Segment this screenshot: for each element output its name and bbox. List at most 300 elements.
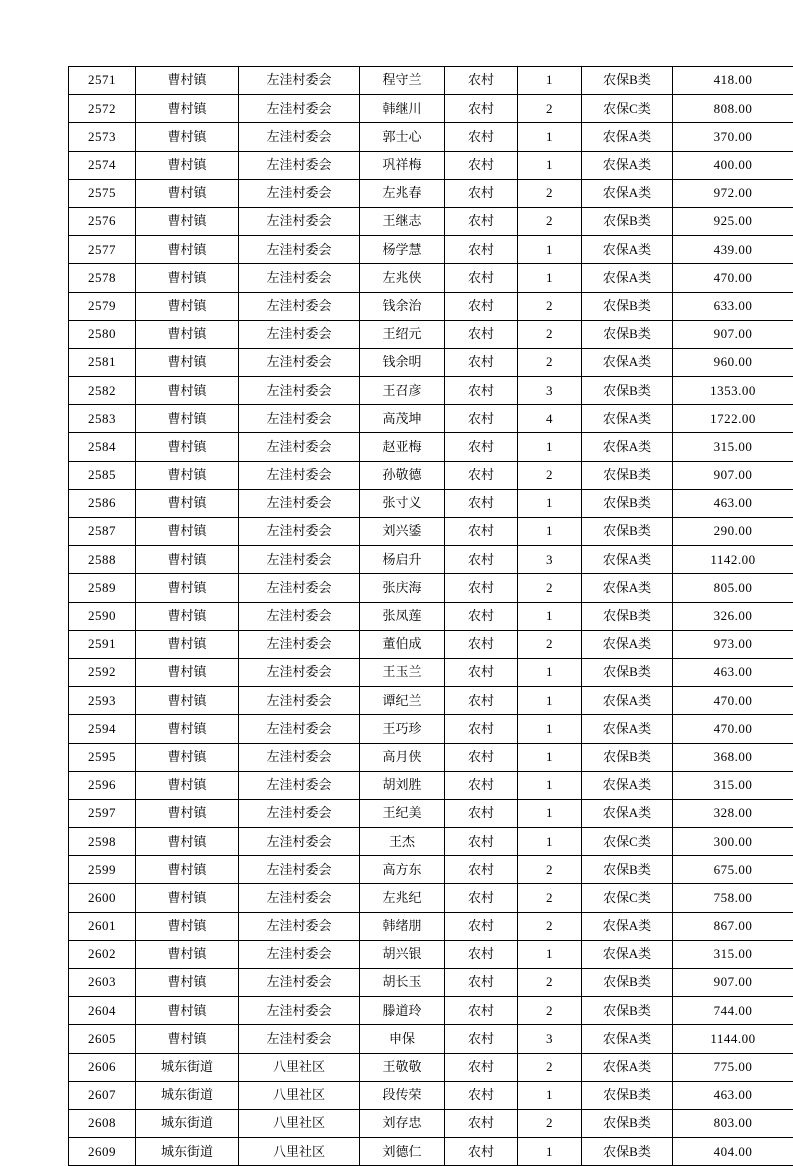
cell-village: 左洼村委会 <box>239 658 360 686</box>
cell-township: 曹村镇 <box>136 320 239 348</box>
cell-type: 农村 <box>445 1109 518 1137</box>
cell-township: 曹村镇 <box>136 151 239 179</box>
cell-category: 农保B类 <box>582 1138 673 1166</box>
cell-amount: 775.00 <box>673 1053 793 1081</box>
cell-village: 八里社区 <box>239 1109 360 1137</box>
cell-category: 农保A类 <box>582 574 673 602</box>
table-row <box>69 1081 793 1109</box>
cell-amount: 315.00 <box>673 433 793 461</box>
cell-index: 2609 <box>69 1138 136 1166</box>
cell-village: 左洼村委会 <box>239 771 360 799</box>
table-row <box>69 630 793 658</box>
cell-category: 农保A类 <box>582 405 673 433</box>
cell-village: 左洼村委会 <box>239 123 360 151</box>
cell-name: 钱余治 <box>360 292 445 320</box>
cell-category: 农保A类 <box>582 348 673 376</box>
cell-township: 曹村镇 <box>136 687 239 715</box>
cell-category: 农保B类 <box>582 207 673 235</box>
table-row <box>69 828 793 856</box>
cell-type: 农村 <box>445 1025 518 1053</box>
cell-count: 2 <box>518 630 582 658</box>
cell-township: 曹村镇 <box>136 884 239 912</box>
cell-name: 韩继川 <box>360 95 445 123</box>
cell-township: 曹村镇 <box>136 997 239 1025</box>
cell-type: 农村 <box>445 67 518 95</box>
cell-township: 曹村镇 <box>136 743 239 771</box>
cell-village: 八里社区 <box>239 1081 360 1109</box>
cell-name: 韩绪朋 <box>360 912 445 940</box>
cell-township: 曹村镇 <box>136 405 239 433</box>
cell-amount: 805.00 <box>673 574 793 602</box>
cell-village: 左洼村委会 <box>239 743 360 771</box>
cell-category: 农保A类 <box>582 630 673 658</box>
cell-category: 农保A类 <box>582 123 673 151</box>
cell-name: 王继志 <box>360 207 445 235</box>
cell-village: 左洼村委会 <box>239 151 360 179</box>
cell-name: 杨学慧 <box>360 236 445 264</box>
cell-name: 左兆纪 <box>360 884 445 912</box>
cell-name: 王巧珍 <box>360 715 445 743</box>
cell-village: 八里社区 <box>239 1053 360 1081</box>
table-row <box>69 856 793 884</box>
cell-count: 2 <box>518 997 582 1025</box>
cell-type: 农村 <box>445 771 518 799</box>
cell-type: 农村 <box>445 856 518 884</box>
cell-type: 农村 <box>445 518 518 546</box>
cell-category: 农保A类 <box>582 1053 673 1081</box>
cell-amount: 326.00 <box>673 602 793 630</box>
cell-name: 张寸义 <box>360 489 445 517</box>
cell-index: 2592 <box>69 658 136 686</box>
cell-index: 2598 <box>69 828 136 856</box>
cell-village: 左洼村委会 <box>239 828 360 856</box>
cell-village: 左洼村委会 <box>239 546 360 574</box>
cell-count: 2 <box>518 292 582 320</box>
cell-type: 农村 <box>445 179 518 207</box>
cell-category: 农保B类 <box>582 856 673 884</box>
cell-category: 农保B类 <box>582 292 673 320</box>
cell-type: 农村 <box>445 123 518 151</box>
cell-count: 1 <box>518 940 582 968</box>
cell-type: 农村 <box>445 320 518 348</box>
table-row <box>69 1138 793 1166</box>
cell-type: 农村 <box>445 715 518 743</box>
table-row <box>69 123 793 151</box>
cell-amount: 404.00 <box>673 1138 793 1166</box>
cell-name: 巩祥梅 <box>360 151 445 179</box>
cell-township: 曹村镇 <box>136 292 239 320</box>
cell-amount: 470.00 <box>673 264 793 292</box>
cell-village: 左洼村委会 <box>239 320 360 348</box>
cell-category: 农保B类 <box>582 461 673 489</box>
cell-township: 曹村镇 <box>136 489 239 517</box>
cell-count: 1 <box>518 828 582 856</box>
cell-index: 2575 <box>69 179 136 207</box>
cell-village: 左洼村委会 <box>239 377 360 405</box>
cell-count: 2 <box>518 1053 582 1081</box>
cell-amount: 315.00 <box>673 771 793 799</box>
cell-index: 2589 <box>69 574 136 602</box>
cell-township: 曹村镇 <box>136 95 239 123</box>
cell-type: 农村 <box>445 969 518 997</box>
cell-index: 2581 <box>69 348 136 376</box>
cell-type: 农村 <box>445 997 518 1025</box>
cell-index: 2571 <box>69 67 136 95</box>
cell-index: 2597 <box>69 799 136 827</box>
cell-amount: 463.00 <box>673 1081 793 1109</box>
cell-amount: 400.00 <box>673 151 793 179</box>
cell-index: 2600 <box>69 884 136 912</box>
cell-township: 曹村镇 <box>136 179 239 207</box>
cell-type: 农村 <box>445 489 518 517</box>
cell-name: 孙敬德 <box>360 461 445 489</box>
cell-type: 农村 <box>445 546 518 574</box>
cell-township: 曹村镇 <box>136 602 239 630</box>
cell-township: 曹村镇 <box>136 546 239 574</box>
cell-amount: 370.00 <box>673 123 793 151</box>
cell-name: 董伯成 <box>360 630 445 658</box>
cell-amount: 328.00 <box>673 799 793 827</box>
cell-name: 胡兴银 <box>360 940 445 968</box>
cell-township: 曹村镇 <box>136 264 239 292</box>
cell-name: 王绍元 <box>360 320 445 348</box>
cell-amount: 470.00 <box>673 715 793 743</box>
cell-count: 1 <box>518 743 582 771</box>
cell-township: 城东街道 <box>136 1138 239 1166</box>
cell-type: 农村 <box>445 1053 518 1081</box>
cell-village: 左洼村委会 <box>239 207 360 235</box>
cell-name: 郭士心 <box>360 123 445 151</box>
cell-index: 2595 <box>69 743 136 771</box>
table-row <box>69 489 793 517</box>
cell-type: 农村 <box>445 461 518 489</box>
table-row <box>69 743 793 771</box>
table-row <box>69 799 793 827</box>
cell-count: 1 <box>518 1138 582 1166</box>
cell-index: 2599 <box>69 856 136 884</box>
table-row <box>69 518 793 546</box>
cell-count: 1 <box>518 771 582 799</box>
cell-index: 2584 <box>69 433 136 461</box>
cell-index: 2590 <box>69 602 136 630</box>
cell-township: 曹村镇 <box>136 67 239 95</box>
cell-village: 左洼村委会 <box>239 574 360 602</box>
cell-township: 曹村镇 <box>136 348 239 376</box>
cell-index: 2585 <box>69 461 136 489</box>
cell-index: 2587 <box>69 518 136 546</box>
cell-category: 农保B类 <box>582 1109 673 1137</box>
cell-count: 1 <box>518 489 582 517</box>
cell-type: 农村 <box>445 799 518 827</box>
cell-township: 曹村镇 <box>136 799 239 827</box>
cell-village: 左洼村委会 <box>239 461 360 489</box>
cell-index: 2578 <box>69 264 136 292</box>
cell-name: 高方东 <box>360 856 445 884</box>
cell-index: 2583 <box>69 405 136 433</box>
cell-count: 4 <box>518 405 582 433</box>
cell-amount: 315.00 <box>673 940 793 968</box>
cell-amount: 439.00 <box>673 236 793 264</box>
cell-township: 曹村镇 <box>136 377 239 405</box>
cell-count: 2 <box>518 95 582 123</box>
cell-township: 曹村镇 <box>136 969 239 997</box>
cell-township: 曹村镇 <box>136 715 239 743</box>
cell-village: 左洼村委会 <box>239 997 360 1025</box>
cell-type: 农村 <box>445 207 518 235</box>
cell-category: 农保C类 <box>582 884 673 912</box>
cell-count: 2 <box>518 179 582 207</box>
cell-type: 农村 <box>445 743 518 771</box>
cell-index: 2607 <box>69 1081 136 1109</box>
cell-count: 1 <box>518 264 582 292</box>
cell-name: 左兆春 <box>360 179 445 207</box>
cell-village: 左洼村委会 <box>239 95 360 123</box>
cell-name: 王敬敬 <box>360 1053 445 1081</box>
cell-name: 张庆海 <box>360 574 445 602</box>
cell-amount: 960.00 <box>673 348 793 376</box>
table-row <box>69 433 793 461</box>
cell-category: 农保B类 <box>582 602 673 630</box>
table-row <box>69 95 793 123</box>
subsidy-table <box>68 66 793 1166</box>
table-row <box>69 997 793 1025</box>
table-row <box>69 574 793 602</box>
cell-category: 农保B类 <box>582 489 673 517</box>
cell-index: 2577 <box>69 236 136 264</box>
cell-count: 2 <box>518 1109 582 1137</box>
cell-village: 左洼村委会 <box>239 264 360 292</box>
cell-name: 申保 <box>360 1025 445 1053</box>
cell-category: 农保C类 <box>582 95 673 123</box>
cell-category: 农保A类 <box>582 771 673 799</box>
cell-category: 农保B类 <box>582 743 673 771</box>
cell-township: 曹村镇 <box>136 574 239 602</box>
cell-village: 左洼村委会 <box>239 405 360 433</box>
cell-name: 刘德仁 <box>360 1138 445 1166</box>
cell-amount: 744.00 <box>673 997 793 1025</box>
cell-name: 高月侠 <box>360 743 445 771</box>
table-row <box>69 884 793 912</box>
cell-name: 高茂坤 <box>360 405 445 433</box>
cell-count: 1 <box>518 67 582 95</box>
cell-count: 2 <box>518 969 582 997</box>
cell-amount: 808.00 <box>673 95 793 123</box>
cell-type: 农村 <box>445 602 518 630</box>
cell-count: 2 <box>518 912 582 940</box>
cell-name: 王纪美 <box>360 799 445 827</box>
cell-count: 1 <box>518 687 582 715</box>
table-row <box>69 715 793 743</box>
cell-index: 2586 <box>69 489 136 517</box>
cell-name: 谭纪兰 <box>360 687 445 715</box>
cell-type: 农村 <box>445 95 518 123</box>
cell-index: 2601 <box>69 912 136 940</box>
table-row <box>69 151 793 179</box>
cell-village: 左洼村委会 <box>239 602 360 630</box>
cell-village: 左洼村委会 <box>239 969 360 997</box>
cell-type: 农村 <box>445 405 518 433</box>
cell-count: 3 <box>518 546 582 574</box>
cell-category: 农保B类 <box>582 969 673 997</box>
cell-index: 2608 <box>69 1109 136 1137</box>
cell-village: 左洼村委会 <box>239 1025 360 1053</box>
cell-index: 2576 <box>69 207 136 235</box>
cell-amount: 470.00 <box>673 687 793 715</box>
cell-index: 2580 <box>69 320 136 348</box>
cell-amount: 925.00 <box>673 207 793 235</box>
cell-name: 刘存忠 <box>360 1109 445 1137</box>
cell-index: 2594 <box>69 715 136 743</box>
cell-count: 2 <box>518 348 582 376</box>
cell-township: 曹村镇 <box>136 1025 239 1053</box>
cell-count: 1 <box>518 602 582 630</box>
table-row <box>69 1053 793 1081</box>
cell-count: 1 <box>518 123 582 151</box>
cell-index: 2572 <box>69 95 136 123</box>
cell-name: 段传荣 <box>360 1081 445 1109</box>
cell-village: 左洼村委会 <box>239 292 360 320</box>
cell-township: 城东街道 <box>136 1081 239 1109</box>
cell-category: 农保A类 <box>582 687 673 715</box>
cell-category: 农保C类 <box>582 828 673 856</box>
cell-amount: 1142.00 <box>673 546 793 574</box>
cell-name: 滕道玲 <box>360 997 445 1025</box>
cell-category: 农保A类 <box>582 940 673 968</box>
cell-village: 左洼村委会 <box>239 715 360 743</box>
cell-township: 曹村镇 <box>136 771 239 799</box>
cell-category: 农保B类 <box>582 658 673 686</box>
cell-village: 左洼村委会 <box>239 884 360 912</box>
cell-village: 左洼村委会 <box>239 67 360 95</box>
cell-index: 2602 <box>69 940 136 968</box>
cell-type: 农村 <box>445 236 518 264</box>
cell-township: 曹村镇 <box>136 461 239 489</box>
cell-township: 城东街道 <box>136 1109 239 1137</box>
table-body <box>69 67 793 1166</box>
cell-category: 农保A类 <box>582 179 673 207</box>
cell-category: 农保A类 <box>582 433 673 461</box>
cell-village: 左洼村委会 <box>239 179 360 207</box>
cell-count: 1 <box>518 799 582 827</box>
cell-name: 刘兴鋈 <box>360 518 445 546</box>
cell-category: 农保A类 <box>582 264 673 292</box>
cell-village: 左洼村委会 <box>239 799 360 827</box>
table-row <box>69 546 793 574</box>
cell-township: 城东街道 <box>136 1053 239 1081</box>
cell-village: 左洼村委会 <box>239 489 360 517</box>
cell-amount: 867.00 <box>673 912 793 940</box>
cell-index: 2606 <box>69 1053 136 1081</box>
cell-type: 农村 <box>445 292 518 320</box>
table-row <box>69 320 793 348</box>
cell-township: 曹村镇 <box>136 630 239 658</box>
table-row <box>69 405 793 433</box>
cell-amount: 907.00 <box>673 461 793 489</box>
table-row <box>69 1025 793 1053</box>
cell-type: 农村 <box>445 151 518 179</box>
cell-count: 1 <box>518 1081 582 1109</box>
table-row <box>69 912 793 940</box>
table-row <box>69 179 793 207</box>
cell-village: 左洼村委会 <box>239 940 360 968</box>
cell-index: 2593 <box>69 687 136 715</box>
cell-type: 农村 <box>445 1138 518 1166</box>
cell-count: 2 <box>518 320 582 348</box>
cell-amount: 463.00 <box>673 489 793 517</box>
cell-category: 农保A类 <box>582 799 673 827</box>
cell-amount: 1144.00 <box>673 1025 793 1053</box>
cell-amount: 463.00 <box>673 658 793 686</box>
cell-category: 农保A类 <box>582 715 673 743</box>
table-row <box>69 67 793 95</box>
cell-category: 农保A类 <box>582 151 673 179</box>
cell-category: 农保B类 <box>582 67 673 95</box>
cell-village: 左洼村委会 <box>239 912 360 940</box>
cell-count: 2 <box>518 207 582 235</box>
cell-type: 农村 <box>445 884 518 912</box>
cell-count: 1 <box>518 518 582 546</box>
cell-count: 1 <box>518 236 582 264</box>
cell-category: 农保A类 <box>582 912 673 940</box>
cell-index: 2573 <box>69 123 136 151</box>
cell-amount: 675.00 <box>673 856 793 884</box>
cell-village: 左洼村委会 <box>239 348 360 376</box>
cell-township: 曹村镇 <box>136 940 239 968</box>
cell-type: 农村 <box>445 630 518 658</box>
cell-index: 2605 <box>69 1025 136 1053</box>
cell-township: 曹村镇 <box>136 207 239 235</box>
cell-type: 农村 <box>445 687 518 715</box>
table-row <box>69 264 793 292</box>
cell-amount: 907.00 <box>673 320 793 348</box>
cell-type: 农村 <box>445 377 518 405</box>
cell-township: 曹村镇 <box>136 856 239 884</box>
cell-amount: 803.00 <box>673 1109 793 1137</box>
table-row <box>69 1109 793 1137</box>
cell-category: 农保B类 <box>582 377 673 405</box>
cell-amount: 1722.00 <box>673 405 793 433</box>
table-row <box>69 687 793 715</box>
cell-name: 左兆侠 <box>360 264 445 292</box>
cell-name: 赵亚梅 <box>360 433 445 461</box>
table-row <box>69 236 793 264</box>
cell-amount: 907.00 <box>673 969 793 997</box>
cell-name: 钱余明 <box>360 348 445 376</box>
cell-name: 胡刘胜 <box>360 771 445 799</box>
cell-index: 2588 <box>69 546 136 574</box>
cell-township: 曹村镇 <box>136 658 239 686</box>
cell-name: 张凤莲 <box>360 602 445 630</box>
cell-township: 曹村镇 <box>136 433 239 461</box>
cell-township: 曹村镇 <box>136 518 239 546</box>
cell-village: 左洼村委会 <box>239 856 360 884</box>
cell-count: 2 <box>518 884 582 912</box>
cell-type: 农村 <box>445 1081 518 1109</box>
cell-type: 农村 <box>445 940 518 968</box>
cell-index: 2604 <box>69 997 136 1025</box>
cell-count: 3 <box>518 377 582 405</box>
cell-township: 曹村镇 <box>136 236 239 264</box>
table-row <box>69 771 793 799</box>
cell-amount: 758.00 <box>673 884 793 912</box>
cell-amount: 972.00 <box>673 179 793 207</box>
cell-index: 2596 <box>69 771 136 799</box>
cell-index: 2574 <box>69 151 136 179</box>
cell-amount: 973.00 <box>673 630 793 658</box>
cell-category: 农保B类 <box>582 1081 673 1109</box>
cell-count: 1 <box>518 433 582 461</box>
table-row <box>69 658 793 686</box>
